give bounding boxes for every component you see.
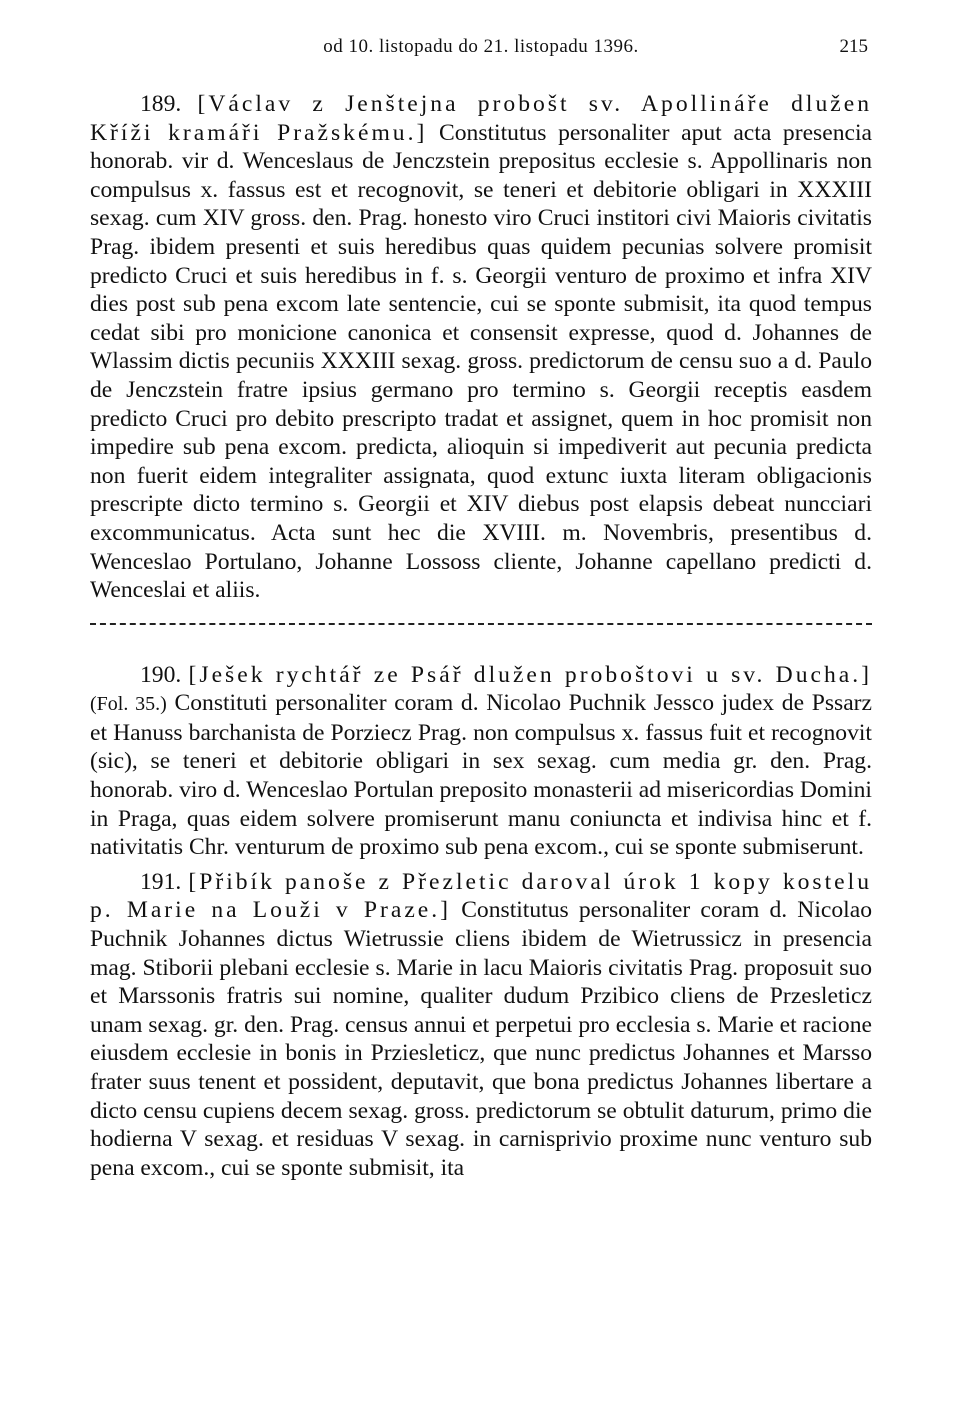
entry-191-content — [90, 868, 872, 1183]
entry-number: 190. — [140, 661, 182, 688]
entry-title: [Ješek rychtář ze Psář dlužen proboštovi u sv. Ducha.] — [188, 661, 872, 688]
entry-text: Constitutus personaliter coram d. Nicolao Puchnik Johannes dictus Wietrussie cliens ibidem de Wietrussicz in presencia mag. Stiborii plebani ecclesie s. Marie in lacu Maioris civitatis Prag. proposuit suo et Marssonis fratris sui nomine, qualiter dudum Przibico cliens de Przesleticz unam sexag. gr. den. Prag. census annui et perpetui pro ecclesia s. Marie et racione eiusdem ecclesie in bonis in Prziesleticz, que nunc predictus Johannes et Marsso frater suus tenent et possident, deputavit, que bona predictus Johannes libertare a dicto censu cupiens decem sexag. gross. predictorum se obtulit daturum, primo die hodierna V sexag. et residuas V sexag. in carnisprivio proxime nunc venturo sub pena excom., cui se sponte submisit, ita — [90, 897, 872, 1181]
entry-190 — [90, 661, 872, 862]
entry-189 — [90, 90, 872, 605]
folio-reference: (Fol. 35.) — [90, 693, 167, 716]
document-body — [90, 90, 872, 1182]
entry-189-content — [90, 90, 872, 605]
entry-number: 191. — [140, 868, 182, 895]
page-number: 215 — [839, 36, 868, 57]
entry-title: [Václav z Jenštejna probošt sv. Apollináře dlužen Kříži kramáři Pražskému.] — [90, 91, 872, 146]
entry-number: 189. — [140, 91, 182, 117]
entry-191 — [90, 868, 872, 1183]
entry-title: [Přibík panoše z Přezletic daroval úrok 1 kopy kostelu p. Marie na Louži v Praze.] — [90, 868, 872, 924]
page-header — [90, 36, 872, 66]
entry-190-content — [90, 661, 872, 862]
section-separator — [90, 623, 872, 625]
entry-text: Constitutus personaliter aput acta presencia honorab. vir d. Wenceslaus de Jenczstein prepositus ecclesie s. Appollinaris non compulsus x. fassus est et recognovit, se teneri et debitorie obligari in XXXIII sexag. cum XIV gross. den. Prag. honesto viro Cruci institori civi Maioris civitatis Prag. ibidem presenti et suis heredibus quas quidem pecunias solvere promisit predicto Cruci et suis heredibus in f. s. Georgii venturo de proximo et infra XIV dies post sub pena excom late sentencie, cui se sponte submisit, ita quod tempus cedat sibi pro monicione canonica et consensit expresse, quod d. Johannes de Wlassim dictis pecuniis XXXIII sexag. gross. predictorum de censu suo a d. Paulo de Jenczstein fratre ipsius germano pro termino s. Georgii receptis easdem predicto Cruci pro debito prescripto tradat et assignet, quem in hoc promisit non impedire sub pena excom. predicta, alioquin si impediverit aut pecunia predicta non fuerit eidem integraliter assignata, quod extunc iuxta literam obligacionis prescripte dicto termino s. Georgii et XIV diebus post elapsis debeat nuncciari excommunicatus. Acta sunt hec die XVIII. m. Novembris, presentibus d. Wenceslao Portulano, Johanne Lossoss cliente, Johanne capellano predicti d. Wenceslai et aliis. — [90, 119, 872, 604]
entry-text: Constituti personaliter coram d. Nicolao Puchnik Jessco judex de Pssarz et Hanuss barchanista de Porziecz Prag. non compulsus x. fassus fuit et recognovit (sic), se teneri et debitorie obligari in sex sexag. cum media gr. den. Prag. honorab. viro d. Wenceslao Portulan preposito monasterii ad misericordias Domini in Praga, quas eidem solvere promiserunt manu coniuncta et indivisa hinc et f. nativitatis Chr. venturum de proximo sub pena excom., cui se sponte submiserunt. — [90, 690, 873, 861]
running-title: od 10. listopadu do 21. listopadu 1396. — [323, 36, 639, 57]
